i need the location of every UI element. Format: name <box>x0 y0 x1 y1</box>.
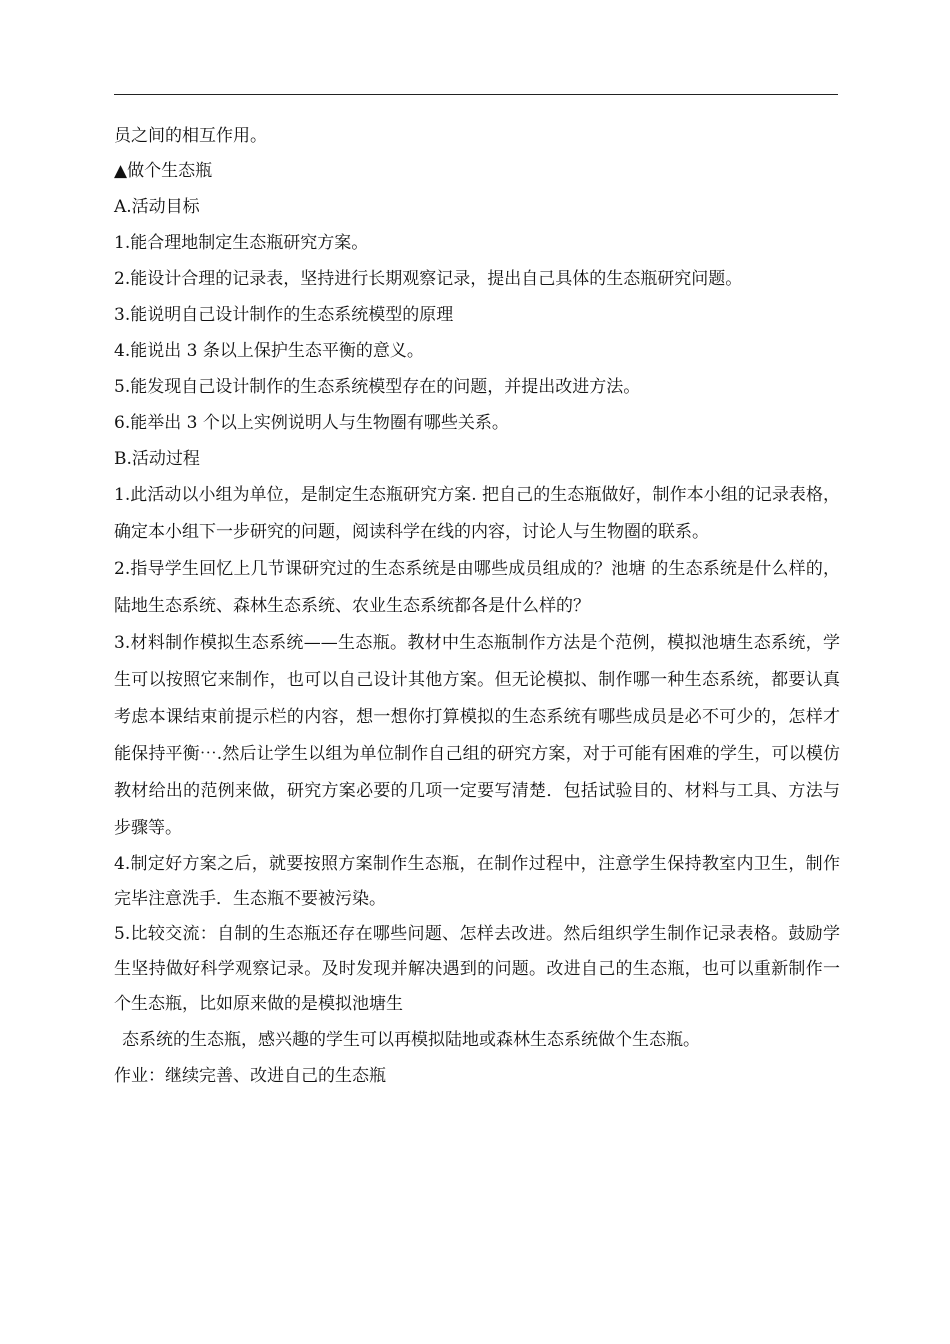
continued-text: 员之间的相互作用。 <box>114 126 267 146</box>
goal-item: 5.能发现自己设计制作的生态系统模型存在的问题，并提出改进方法。 <box>114 377 641 397</box>
goal-item: 1.能合理地制定生态瓶研究方案。 <box>114 233 369 253</box>
process-step: 2.指导学生回忆上几节课研究过的生态系统是由哪些成员组成的？池塘 的生态系统是什么样的，陆地生态系统、森林生态系统、农业生态系统都各是什么样的？ <box>114 559 840 616</box>
goal-item: 4.能说出 3 条以上保护生态平衡的意义。 <box>114 341 424 361</box>
document-body <box>114 119 840 1094</box>
process-step: 5.比较交流：自制的生态瓶还存在哪些问题、怎样去改进。然后组织学生制作记录表格。鼓励学生坚持做好科学观察记录。及时发现并解决遇到的问题。改进自己的生态瓶，也可以重新制作一个生态瓶，比如原来做的是模拟池塘生 <box>114 924 840 1014</box>
goals-heading: A.活动目标 <box>114 197 200 217</box>
goal-item: 3.能说明自己设计制作的生态系统模型的原理 <box>114 305 454 325</box>
header-rule <box>114 94 838 95</box>
section-heading: ▲做个生态瓶 <box>114 161 213 181</box>
goal-item: 6.能举出 3 个以上实例说明人与生物圈有哪些关系。 <box>114 413 509 433</box>
process-heading: B.活动过程 <box>114 449 200 469</box>
process-step: 3.材料制作模拟生态系统——生态瓶。教材中生态瓶制作方法是个范例，模拟池塘生态系统，学生可以按照它来制作，也可以自己设计其他方案。但无论模拟、制作哪一种生态系统，都要认真考虑本课结束前提示栏的内容，想一想你打算模拟的生态系统有哪些成员是必不可少的，怎样才能保持平衡⋯.然后让学生以组为单位制作自己组的研究方案，对于可能有困难的学生，可以模仿教材给出的范例来做，研究方案必要的几项一定要写清楚．包括试验目的、材料与工具、方法与步骤等。 <box>114 633 840 838</box>
homework-line: 作业：继续完善、改进自己的生态瓶 <box>114 1066 386 1086</box>
goal-item: 2.能设计合理的记录表，坚持进行长期观察记录，提出自己具体的生态瓶研究问题。 <box>114 269 743 289</box>
process-step: 4.制定好方案之后，就要按照方案制作生态瓶，在制作过程中，注意学生保持教室内卫生，制作完毕注意洗手．生态瓶不要被污染。 <box>114 854 840 909</box>
process-continuation: 态系统的生态瓶，感兴趣的学生可以再模拟陆地或森林生态系统做个生态瓶。 <box>122 1030 700 1050</box>
process-step: 1.此活动以小组为单位，是制定生态瓶研究方案. 把自己的生态瓶做好，制作本小组的记录表格，确定本小组下一步研究的问题，阅读科学在线的内容，讨论人与生物圈的联系。 <box>114 485 840 542</box>
